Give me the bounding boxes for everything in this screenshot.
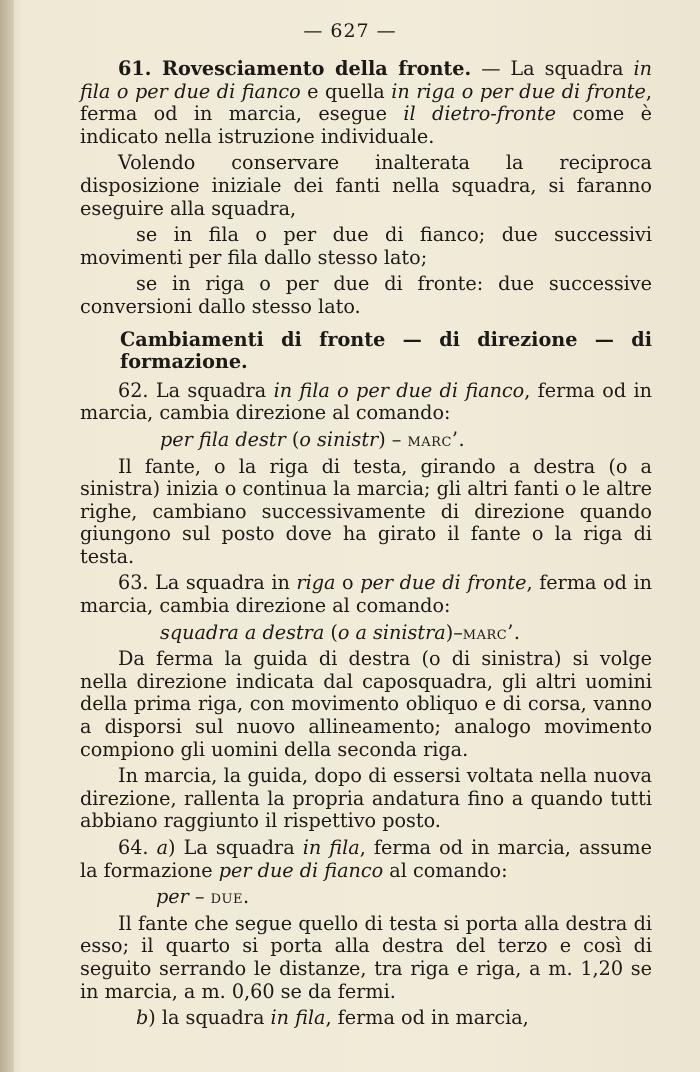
section-heading: [120, 329, 652, 374]
paragraph: [80, 837, 652, 882]
text-run: , ferma od in marcia, esegue: [80, 79, 652, 126]
text-run: .: [458, 427, 465, 451]
command-line: [80, 886, 652, 909]
text-run: Da ferma la guida di destra (o di sinistra) si volge nella direzione indicata dal caposquadra, gli altri uomini della prima riga, con movimento obliquo e di corsa, vanno a disporsi sul nuovo allineamento; analogo movimento compiono gli uomini della seconda riga.: [80, 647, 652, 761]
paragraph: [80, 380, 652, 425]
command-line: [80, 622, 652, 645]
text-run: –: [188, 885, 211, 909]
text-run: , ferma od in marcia, cambia direzione al comando:: [80, 378, 652, 425]
text-run: marc’: [407, 427, 459, 451]
command-line: [80, 429, 652, 452]
paragraph: [80, 152, 652, 220]
page-number: — 627 —: [303, 20, 397, 42]
text-run: riga: [296, 571, 336, 595]
text-run: o: [335, 571, 361, 595]
text-run: ) La squadra: [168, 836, 303, 859]
text-run: a: [156, 836, 169, 859]
paragraph: [80, 456, 652, 569]
page-body: [80, 58, 652, 1034]
text-run: per due di fianco: [218, 858, 384, 882]
text-run: o sinistr: [299, 427, 379, 451]
text-run: marc’: [462, 620, 514, 644]
text-run: Volendo conservare inalterata la reciproca disposizione iniziale dei fanti nella squadra, si faranno eseguire alla squadra,: [80, 151, 652, 220]
text-run: ) la squadra: [148, 1006, 271, 1030]
paragraph: [80, 913, 652, 1003]
text-run: se in riga o per due di fronte: due successive conversioni dallo stesso lato.: [80, 272, 652, 318]
text-run: , ferma od in marcia, cambia direzione al comando:: [80, 571, 652, 618]
paragraph: [80, 1007, 652, 1030]
text-run: In marcia, la guida, dopo di essersi voltata nella nuova direzione, rallenta la propria andatura fino a quando tutti abbiano raggiunto il rispettivo posto.: [80, 764, 652, 833]
text-run: o a sinistra: [337, 620, 446, 644]
text-run: due: [210, 885, 243, 909]
text-run: 62. La squadra: [118, 378, 274, 402]
paragraph: [80, 572, 652, 617]
text-run: al comando:: [383, 858, 508, 882]
text-run: , ferma od in marcia, assume la formazione: [80, 836, 652, 882]
text-run: 61.: [118, 57, 162, 80]
text-run: )–: [445, 620, 463, 644]
text-run: squadra a destra: [160, 620, 325, 644]
text-run: — La squadra: [471, 57, 634, 80]
text-run: Il fante, o la riga di testa, girando a destra (o a sinistra) inizia o continua la marcia; gli altri fanti o le altre righe, cambiano successivamente di direzione quando giungono sul posto dove ha girato il fante o la riga di testa.: [80, 454, 652, 568]
paragraph: [80, 224, 652, 269]
text-run: per fila destr: [160, 427, 286, 451]
text-run: (: [324, 620, 338, 644]
text-run: il dietro-fronte: [403, 102, 556, 126]
text-run: , ferma od in marcia,: [325, 1006, 529, 1030]
text-run: (: [285, 427, 300, 451]
paragraph: [80, 765, 652, 833]
text-run: se in fila o per due di fianco; due successivi movimenti per fila dallo stesso lato;: [80, 223, 652, 269]
text-run: in riga o per due di fronte: [391, 79, 646, 103]
text-run: 63. La squadra in: [118, 571, 297, 595]
text-run: b: [136, 1006, 149, 1030]
text-run: e quella: [300, 79, 392, 103]
paragraph: [80, 648, 652, 761]
text-run: per due di fronte: [360, 571, 527, 595]
text-run: ) –: [378, 427, 408, 451]
paragraph: [80, 273, 652, 318]
text-run: Rovesciamento della fronte.: [162, 57, 472, 80]
text-run: .: [513, 620, 520, 644]
paragraph: [80, 58, 652, 148]
text-run: Il fante che segue quello di testa si porta alla destra di esso; il quarto si porta alla destra del terzo e così di seguito serrando le distanze, tra riga e riga, a m. 1,20 se in marcia, a m. 0,60 se da fermi.: [80, 911, 652, 1003]
text-run: in fila: [270, 1006, 326, 1030]
text-run: Cambiamenti di fronte — di direzione — di formazione.: [120, 327, 652, 374]
text-run: in fila o per due di fianco: [80, 57, 652, 103]
text-run: come è indicato nella istruzione individuale.: [80, 102, 652, 148]
page-gutter: [0, 0, 14, 1072]
text-run: 64.: [118, 836, 157, 859]
text-run: per: [156, 885, 189, 909]
text-run: in fila: [302, 836, 360, 859]
text-run: .: [242, 885, 250, 909]
text-run: in fila o per due di fianco: [273, 378, 525, 402]
